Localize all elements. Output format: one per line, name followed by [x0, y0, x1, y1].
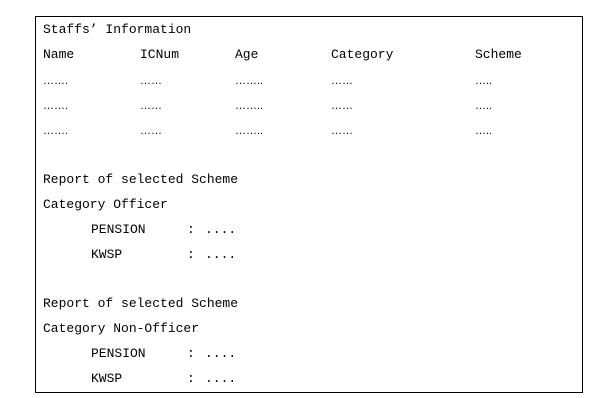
scheme-value-kwsp: ....: [205, 247, 237, 262]
report-heading: Report of selected Scheme: [43, 296, 239, 311]
scheme-value-pension: ....: [205, 222, 237, 237]
scheme-separator: :: [187, 371, 195, 386]
table-cell-icnum: ……: [140, 100, 162, 112]
table-cell-name: …….: [43, 125, 69, 137]
column-header-icnum: ICNum: [140, 47, 180, 62]
scheme-separator: :: [187, 222, 195, 237]
table-cell-age: ……..: [235, 125, 264, 137]
report-category: Category Non-Officer: [43, 321, 200, 336]
report-heading: Report of selected Scheme: [43, 172, 239, 187]
column-header-age: Age: [235, 47, 259, 62]
column-header-scheme: Scheme: [475, 47, 522, 62]
column-header-name: Name: [43, 47, 75, 62]
table-cell-name: …….: [43, 75, 69, 87]
report-category: Category Officer: [43, 197, 168, 212]
table-cell-name: …….: [43, 100, 69, 112]
scheme-label-kwsp: KWSP: [91, 247, 123, 262]
scheme-value-pension: ....: [205, 346, 237, 361]
scheme-value-kwsp: ....: [205, 371, 237, 386]
column-header-category: Category: [331, 47, 394, 62]
scheme-label-kwsp: KWSP: [91, 371, 123, 386]
table-cell-icnum: ……: [140, 75, 162, 87]
table-cell-scheme: …..: [475, 125, 493, 137]
scheme-label-pension: PENSION: [91, 222, 146, 237]
scheme-separator: :: [187, 346, 195, 361]
table-cell-age: ……..: [235, 75, 264, 87]
table-cell-age: ……..: [235, 100, 264, 112]
table-cell-category: ……: [331, 75, 353, 87]
table-cell-category: ……: [331, 125, 353, 137]
scheme-separator: :: [187, 247, 195, 262]
document-title: Staffs’ Information: [43, 22, 192, 37]
table-cell-icnum: ……: [140, 125, 162, 137]
scheme-label-pension: PENSION: [91, 346, 146, 361]
table-cell-scheme: …..: [475, 75, 493, 87]
table-cell-scheme: …..: [475, 100, 493, 112]
table-cell-category: ……: [331, 100, 353, 112]
